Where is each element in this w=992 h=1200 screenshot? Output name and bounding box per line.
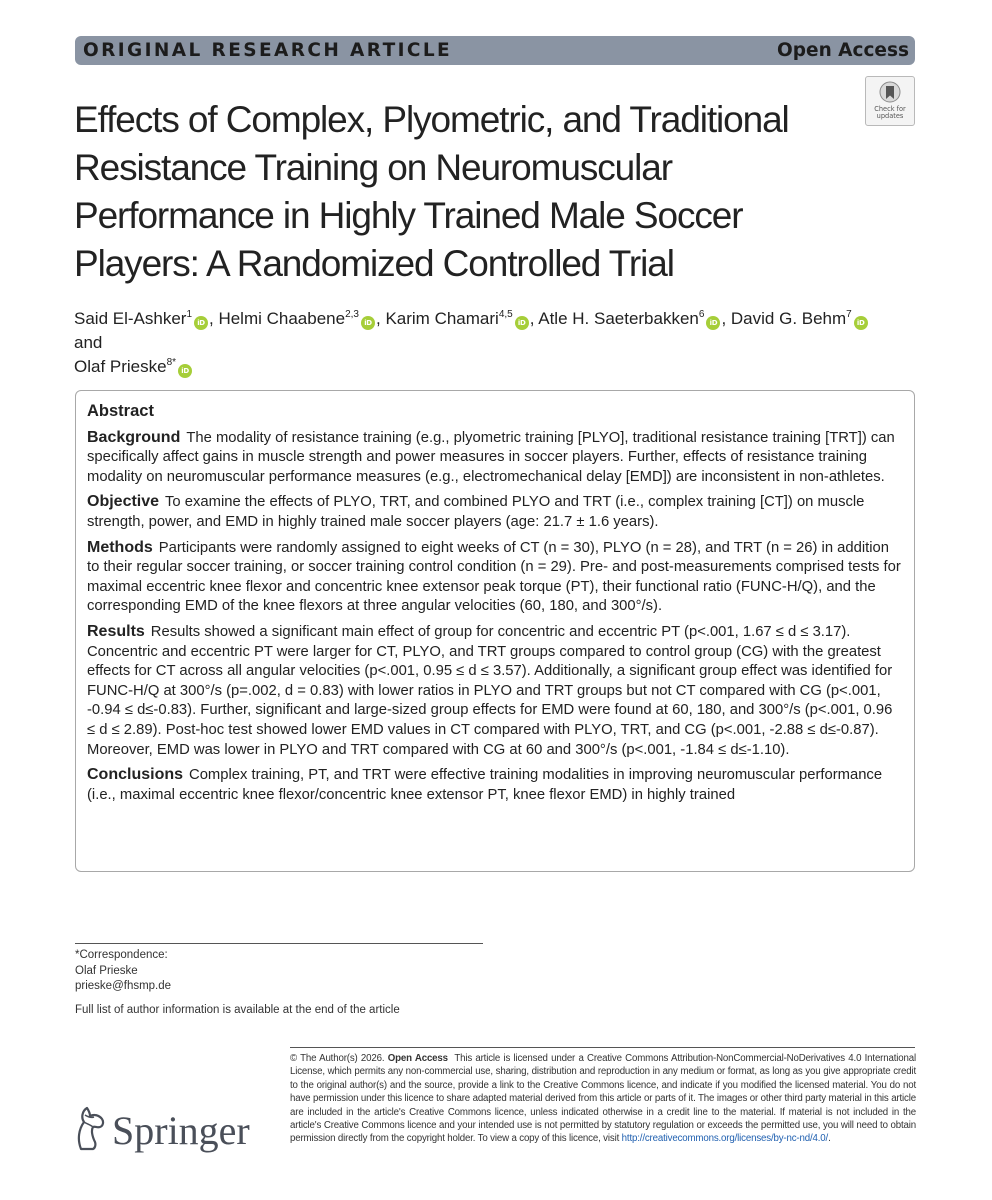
bookmark-icon (879, 81, 901, 105)
section-text: Results showed a significant main effect of group for concentric and eccentric PT (p<.001, 1.67 ≤ d ≤ 3.17). Concentric and eccentric PT were larger for CT, PLYO, and TRT groups compared to control group (CG) with the greatest effects for CT across all angular velocities (p<.001, 0.95 ≤ d ≤ 3.57). Additionally, a significant group effect was identified for FUNC-H/Q at 300°/s (p=.002, d = 0.83) with lower ratios in PLYO and TRT groups but not CT compared with CG (p<.001, -0.94 ≤ d≤-0.83). Further, significant and large-sized group effects for EMD were found at 60, 180, and 300°/s (p<.001, 0.96 ≤ d ≤ 2.89). Post-hoc test showed lower EMD values in CT compared with PLYO, TRT, and CG (p<.001, -2.88 ≤ d≤-0.87). Moreover, EMD was lower in PLYO and TRT compared with CG at 60 and 300°/s (p<.001, -1.84 ≤ d≤-1.10). (87, 623, 893, 758)
author-affiliation: 4,5 (498, 309, 513, 320)
author-affiliation: 6 (698, 309, 705, 320)
footnote-divider (75, 943, 483, 944)
abstract-objective (87, 492, 904, 532)
correspondence-note (75, 948, 171, 995)
section-text: Participants were randomly assigned to eight weeks of CT (n = 30), PLYO (n = 28), and TRT (n = 26) in addition to their regular soccer training, or soccer training control condition (n = 29). Pre- and post-measurements comprised tests for maximal eccentric knee flexor and concentric knee extensor peak torque (PT), their functional ratio (FUNC-H/Q), and the corresponding EMD of the knee flexors at three angular velocities (60, 180, and 300°/s). (87, 539, 901, 615)
correspondence-name: Olaf Prieske (75, 964, 138, 977)
author[interactable]: Said El-Ashker$^1$iD (74, 309, 209, 328)
orcid-icon[interactable]: iD (515, 316, 529, 330)
license-divider (290, 1047, 915, 1048)
article-title: Effects of Complex, Plyometric, and Traditional Resistance Training on Neuromuscular Performance in Highly Trained Male Soccer Players: A Randomized Controlled Trial (74, 99, 789, 284)
author[interactable]: Helmi Chaabene$^{2,3}$iD (218, 309, 376, 328)
check-for-updates-text: Check for updates (874, 105, 906, 121)
orcid-icon[interactable]: iD (194, 316, 208, 330)
springer-wordmark: Springer (112, 1108, 250, 1153)
springer-horse-icon (72, 1105, 108, 1151)
abstract-results (87, 622, 904, 760)
author[interactable]: Atle H. Saeterbakken$^6$iD (538, 309, 721, 328)
author-affiliation: 8* (166, 357, 177, 368)
orcid-icon[interactable]: iD (178, 364, 192, 378)
springer-logo (72, 1105, 250, 1151)
author-info-note: Full list of author information is available at the end of the article (75, 1004, 400, 1016)
abstract-methods (87, 538, 904, 617)
section-label: Results (87, 622, 145, 640)
section-text: The modality of resistance training (e.g., plyometric training [PLYO], traditional resistance training [TRT]) can specifically affect gains in muscle strength and power measures in soccer players. Further, effects of resistance training modality on neuromuscular performance measures (e.g., electromechanical delay [EMD]) are inconsistent in non-athletes. (87, 429, 895, 485)
orcid-icon[interactable]: iD (854, 316, 868, 330)
abstract-conclusions (87, 765, 904, 805)
author[interactable]: David G. Behm$^7$iD (731, 309, 869, 328)
check-for-updates-badge[interactable] (865, 76, 915, 126)
correspondence-email[interactable]: prieske@fhsmp.de (75, 980, 172, 992)
section-text: Complex training, PT, and TRT were effective training modalities in improving neuromuscular performance (i.e., maximal eccentric knee flexor/concentric knee extensor PT, knee flexor EMD) in highly trained (87, 767, 883, 803)
author[interactable]: Olaf Prieske$^{8*}$iD (74, 357, 193, 376)
article-type-banner (75, 36, 915, 65)
author-affiliation: 2,3 (345, 309, 359, 320)
abstract-box (75, 390, 915, 872)
copyright-notice: © The Author(s) 2026. (290, 1053, 385, 1064)
section-label: Background (87, 428, 181, 446)
author-list: Said El-Ashker$^1$iD , Helmi Chaabene$^{2,3}$iD , Karim Chamari$^{4,5}$iD , Atle H. Saeterbakken$^6$iD , David G. Behm$^7$iD and Olaf Prieske$^{8*}$iD (74, 307, 874, 379)
author-affiliation: 7 (846, 309, 852, 320)
license-statement: © The Author(s) 2026. Open Access This article is licensed under a Creative Commons Attribution-NonCommercial-NoDerivatives 4.0 International License, which permits any non-commercial use, sharing, distribution and reproduction in any medium or format, as long as you give appropriate credit to the original author(s) and the source, provide a link to the Creative Commons licence, and indicate if you modified the licensed material. You do not have permission under this licence to share adapted material derived from this article or parts of it. The images or other third party material in this article are included in the article's Creative Commons licence, unless indicated otherwise in a credit line to the material. If material is not included in the article's Creative Commons licence and your intended use is not permitted by statutory regulation or exceeds the permitted use, you will need to obtain permission directly from the copyright holder. To view a copy of this licence, visit http://creativecommons.org/licenses/by-nc-nd/4.0/. (290, 1053, 916, 1145)
article-type-label: ORIGINAL RESEARCH ARTICLE (83, 40, 453, 61)
section-label: Methods (87, 538, 153, 556)
correspondence-label: *Correspondence: (75, 949, 168, 961)
license-link[interactable]: http://creativecommons.org/licenses/by-nc-nd/4.0/ (621, 1133, 829, 1145)
orcid-icon[interactable]: iD (706, 316, 720, 330)
section-label: Conclusions (87, 766, 184, 784)
open-access-label: Open Access (777, 40, 909, 61)
license-body: This article is licensed under a Creative Commons Attribution-NonCommercial-NoDerivatives 4.0 International License, which permits any non-commercial use, sharing, distribution and reproduction in any medium or format, as long as you give appropriate credit to the original author(s) and the source, provide a link to the Creative Commons licence, and indicate if you modified the licensed material. You do not have permission under this licence to share adapted material derived from this article or parts of it. The images or other third party material in this article are included in the article's Creative Commons licence, unless indicated otherwise in a credit line to the material. If material is not included in the article's Creative Commons licence and your intended use is not permitted by statutory regulation or exceeds the permitted use, you will need to obtain permission directly from the copyright holder. To view a copy of this licence, visit (290, 1053, 916, 1145)
orcid-icon[interactable]: iD (361, 316, 375, 330)
open-access-note: Open Access (387, 1053, 448, 1064)
section-label: Objective (87, 493, 160, 511)
section-text: To examine the effects of PLYO, TRT, and combined PLYO and TRT (i.e., complex training [CT]) on muscle strength, power, and EMD in highly trained male soccer players (age: 21.7 ± 1.6 years). (87, 494, 865, 530)
abstract-heading: Abstract (87, 402, 154, 420)
abstract-background (87, 428, 904, 488)
author-affiliation: 1 (186, 309, 192, 320)
author[interactable]: Karim Chamari$^{4,5}$iD (385, 309, 529, 328)
